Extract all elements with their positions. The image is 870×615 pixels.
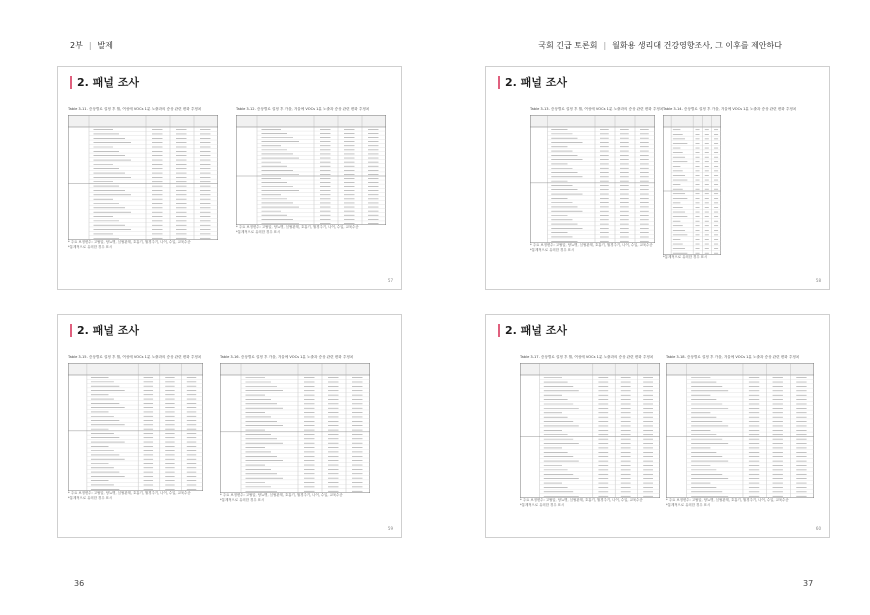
table-footnote-2: *통계적으로 유의한 경우 표시 [68, 244, 113, 249]
table-footnote-2: *통계적으로 유의한 경우 표시 [68, 495, 113, 500]
table-grid [220, 363, 370, 493]
table-right [220, 355, 370, 502]
table-footnote: * 주요 보정변수: 고혈압, 당뇨병, 심혈관계, 호흡기, 월경주기, 나이, 수입, 교육수준 [220, 493, 343, 497]
table-left [530, 107, 663, 252]
table-caption: Table 3-16. 증상별로 설정 후 가을, 겨울에 VOCs 1분 노출과 증상 관련 변화 추정치 [220, 355, 354, 359]
slide-panel-3 [57, 314, 402, 538]
table-footnote-2: *통계적으로 유의한 경우 표시 [530, 247, 575, 252]
table-right [663, 107, 796, 260]
table-footnote: * 주요 보정변수: 고혈압, 당뇨병, 심혈관계, 호흡기, 월경주기, 나이, 수입, 교육수준 [530, 243, 653, 247]
table-footnote-2: *통계적으로 유의한 경우 표시 [236, 229, 281, 234]
slide-panel-2 [485, 66, 830, 290]
slide-page-number: 58 [815, 278, 821, 283]
table-caption: Table 3-14. 증상별로 설정 후 가을, 겨울에 VOCs 1분 노출과 증상 관련 변화 추정치 [663, 107, 797, 111]
table-footnote: * 주요 보정변수: 고혈압, 당뇨병, 심혈관계, 호흡기, 월경주기, 나이, 수입, 교육수준 [68, 240, 191, 244]
event-title: 월화용 생리대 건강영향조사, 그 이후를 제안하다 [612, 41, 782, 50]
slide-page-number: 57 [387, 278, 393, 283]
section-title: 2. 패널 조사 [70, 76, 139, 89]
table-caption: Table 3-17. 증상별로 설정 후 월, 여성에 VOCs 1분 노출과의 증상 관련 변화 추정치 [520, 355, 654, 359]
event-label: 국회 긴급 토론회 [538, 41, 598, 50]
part-title: 발제 [97, 41, 113, 50]
table-grid [530, 115, 655, 243]
table-footnote: * 주요 보정변수: 고혈압, 당뇨병, 심혈관계, 호흡기, 월경주기, 나이, 수입, 교육수준 [236, 225, 359, 229]
table-caption: Table 3-12. 증상별로 설정 후 가을, 겨울에 VOCs 1분 노출과 증상 관련 변화 추정치 [236, 107, 370, 111]
running-header-right [538, 40, 782, 51]
table-left [520, 355, 660, 507]
table-grid [68, 115, 218, 240]
part-label: 2부 [70, 41, 83, 50]
table-caption: Table 3-18. 증상별로 설정 후 가을, 겨울에 VOCs 1분 노출과 증상 관련 변화 추정치 [666, 355, 800, 359]
table-caption: Table 3-15. 증상별로 설정 후 월, 여성에 VOCs 1분 노출과의 증상 관련 변화 추정치 [68, 355, 202, 359]
table-grid [236, 115, 386, 225]
table-caption: Table 3-13. 증상별로 설정 후 월, 여성에 VOCs 1분 노출과의 증상 관련 변화 추정치 [530, 107, 664, 111]
table-footnote: * 주요 보정변수: 고혈압, 당뇨병, 심혈관계, 호흡기, 월경주기, 나이, 수입, 교육수준 [520, 498, 643, 502]
page-number-right: 37 [803, 579, 814, 588]
table-footnote-2: *통계적으로 유의한 경우 표시 [666, 502, 711, 507]
table-left [68, 107, 218, 249]
table-footnote: * 주요 보정변수: 고혈압, 당뇨병, 심혈관계, 호흡기, 월경주기, 나이, 수입, 교육수준 [68, 491, 191, 495]
table-footnote-2: *통계적으로 유의한 경우 표시 [520, 502, 565, 507]
table-right [236, 107, 386, 234]
table-footnote: *통계적으로 유의한 경우 표시 [663, 255, 708, 259]
table-caption: Table 3-11. 증상별로 설정 후 월, 여성에 VOCs 1분 노출과의 증상 관련 변화 추정치 [68, 107, 202, 111]
slide-panel-4 [485, 314, 830, 538]
running-header-left [70, 40, 113, 51]
slide-page-number: 59 [387, 526, 393, 531]
table-footnote: * 주요 보정변수: 고혈압, 당뇨병, 심혈관계, 호흡기, 월경주기, 나이, 수입, 교육수준 [666, 498, 789, 502]
table-left [68, 355, 203, 500]
page-number-left: 36 [74, 579, 85, 588]
section-title: 2. 패널 조사 [70, 324, 139, 337]
slide-panel-1 [57, 66, 402, 290]
table-grid [520, 363, 660, 498]
section-title: 2. 패널 조사 [498, 324, 567, 337]
header-separator: | [88, 41, 92, 50]
header-separator: | [603, 41, 607, 50]
table-footnote-2: *통계적으로 유의한 경우 표시 [220, 497, 265, 502]
section-title: 2. 패널 조사 [498, 76, 567, 89]
slide-page-number: 60 [815, 526, 821, 531]
table-grid [666, 363, 814, 498]
table-right [666, 355, 814, 507]
table-grid [663, 115, 721, 255]
table-grid [68, 363, 203, 491]
